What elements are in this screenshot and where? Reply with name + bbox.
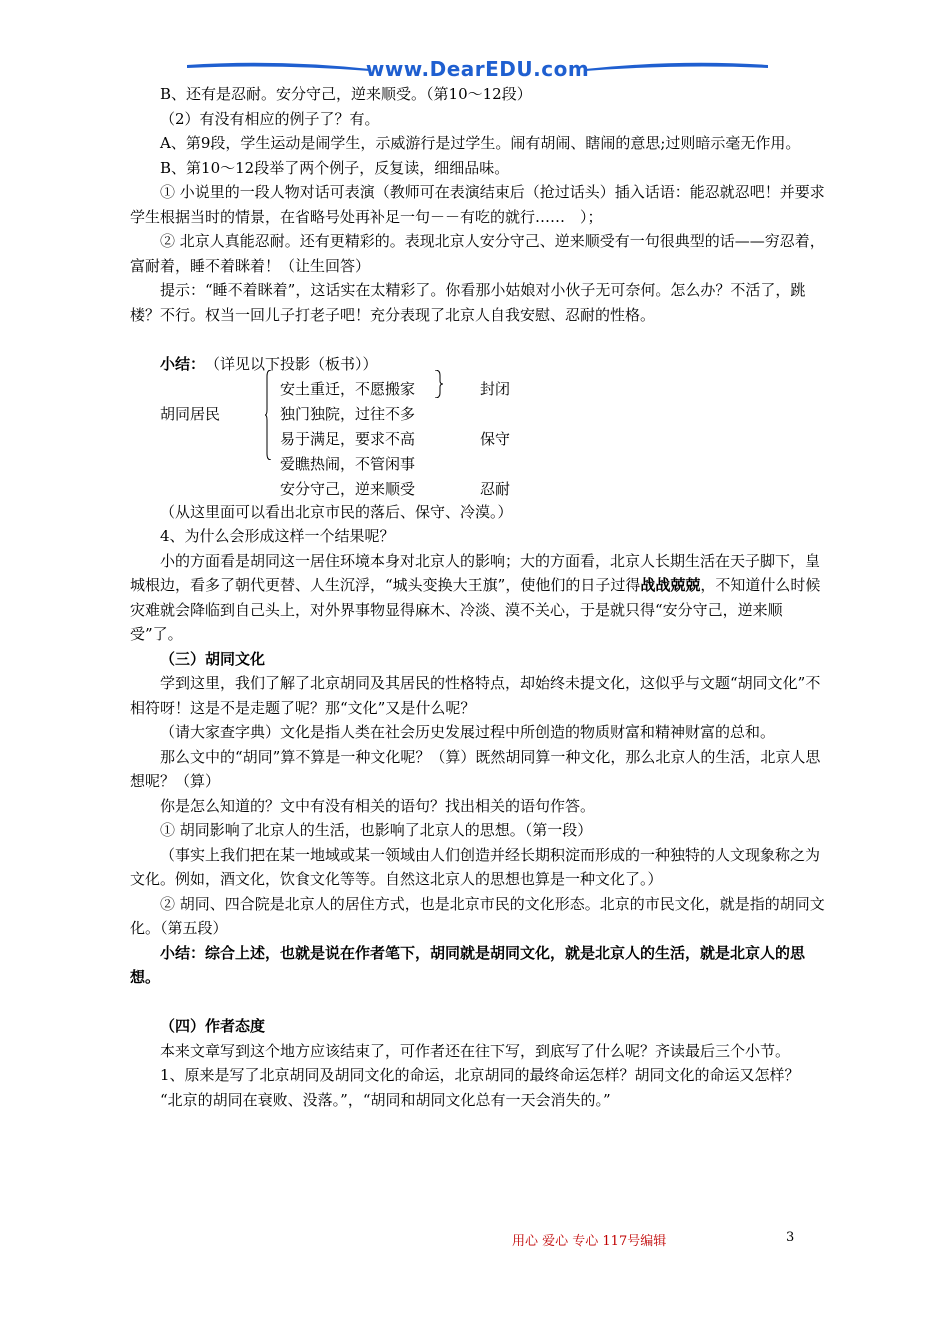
paragraph: B、第10～12段举了两个例子，反复读，细细品味。 [160, 158, 510, 177]
page-number: 3 [786, 1230, 795, 1245]
trait-item: 爱瞧热闹，不管闲事 [280, 454, 416, 473]
paragraph: ② 北京人真能忍耐。还有更精彩的。表现北京人安分守己、逆来顺受有一句很典型的话——穷忍着，富耐着，睡不着眯着！（让生回答） [130, 232, 825, 275]
paragraph: A、第9段，学生运动是闹学生，示威游行是过学生。闹有胡闹、瞎闹的意思;过则暗示毫无作用。 [160, 134, 801, 152]
left-brace-icon [265, 370, 271, 460]
summary-conclusion: 小结：综合上述，也就是说在作者笔下，胡同就是胡同文化，就是北京人的生活，就是北京人的思想。 [130, 943, 806, 986]
paragraph: （从这里面可以看出北京市民的落后、保守、冷漠。） [160, 502, 513, 521]
paragraph: （2）有没有相应的例子了？有。 [160, 109, 380, 128]
category-label: 封闭 [480, 379, 511, 398]
paragraph: ② 胡同、四合院是北京人的居住方式，也是北京市民的文化形态。北京的市民文化，就是指的胡同文化。（第五段） [130, 894, 825, 937]
trait-item: 安土重迁，不愿搬家 [280, 379, 416, 398]
paragraph: 那么文中的“胡同”算不算是一种文化呢？（算）既然胡同算一种文化，那么北京人的生活，北京人思想呢？（算） [130, 747, 821, 790]
paragraph: B、还有是忍耐。安分守己，逆来顺受。（第10～12段） [160, 85, 532, 103]
paragraph: 你是怎么知道的？文中有没有相关的语句？找出相关的语句作答。 [160, 796, 596, 815]
right-brace-icon [435, 370, 443, 398]
paragraph: 4、为什么会形成这样一个结果呢？ [160, 527, 395, 545]
paragraph: ① 小说里的一段人物对话可表演（教师可在表演结束后（抢过话头）插入话语：能忍就忍吧！并要求学生根据当时的情景，在省略号处再补足一句－－有吃的就行…… ）； [130, 183, 825, 226]
paragraph: “北京的胡同在衰败、没落。”，“胡同和胡同文化总有一天会消失的。” [160, 1090, 611, 1109]
category-label: 保守 [480, 429, 511, 448]
trait-item: 安分守己，逆来顺受 [280, 479, 416, 498]
paragraph: 提示：“睡不着眯着”，这话实在太精彩了。你看那小姑娘对小伙子无可奈何。怎么办？不活了，跳楼？不行。权当一回儿子打老子吧！充分表现了北京人自我安慰、忍耐的性格。 [130, 281, 806, 324]
paragraph: 本来文章写到这个地方应该结束了，可作者还在往下写，到底写了什么呢？齐读最后三个小节。 [160, 1041, 791, 1060]
summary-label: 小结： [160, 354, 206, 373]
category-label: 忍耐 [480, 479, 511, 498]
footer-text: 用心 爱心 专心 117号编辑 [512, 1234, 667, 1249]
paragraph: （事实上我们把在某一地域或某一领域由人们创造并经长期积淀而形成的一种独特的人文现象称之为文化。例如，酒文化，饮食文化等等。自然这北京人的思想也算是一种文化了。） [130, 845, 821, 888]
document-body [130, 82, 830, 1112]
section-heading: （三）胡同文化 [160, 649, 266, 668]
paragraph: 学到这里，我们了解了北京胡同及其居民的性格特点，却始终未提文化，这似乎与文题“胡同文化”不相符呀！这是不是走题了呢？那“文化”又是什么呢？ [130, 674, 821, 717]
summary-diagram [160, 352, 830, 500]
site-name: www.DearEDU.com [365, 57, 590, 81]
paragraph: （请大家查字典）文化是指人类在社会历史发展过程中所创造的物质财富和精神财富的总和。 [160, 723, 776, 741]
section-heading: （四）作者态度 [160, 1017, 266, 1035]
paragraph: 小的方面看是胡同这一居住环境本身对北京人的影响；大的方面看，北京人长期生活在天子脚下，皇城根边，看多了朝代更替、人生沉浮，“城头变换大王旗”，使他们的日子过得战战兢兢，不知道什么时候灾难就会降临到自己头上，对外界事物显得麻木、冷淡、漠不关心，于是就只得“安分守己，逆来顺受”了。 [130, 551, 821, 643]
trait-item: 独门独院，过往不多 [280, 404, 416, 423]
header-banner [185, 55, 770, 85]
summary-subject: 胡同居民 [160, 404, 221, 423]
emphasis-text: 战战兢兢 [640, 576, 701, 594]
paragraph: 1、原来是写了北京胡同及胡同文化的命运，北京胡同的最终命运怎样？胡同文化的命运又怎样？ [160, 1066, 800, 1084]
summary-note: （详见以下投影（板书）） [205, 354, 378, 373]
trait-item: 易于满足，要求不高 [280, 429, 416, 448]
paragraph: ① 胡同影响了北京人的生活，也影响了北京人的思想。（第一段） [160, 821, 593, 839]
